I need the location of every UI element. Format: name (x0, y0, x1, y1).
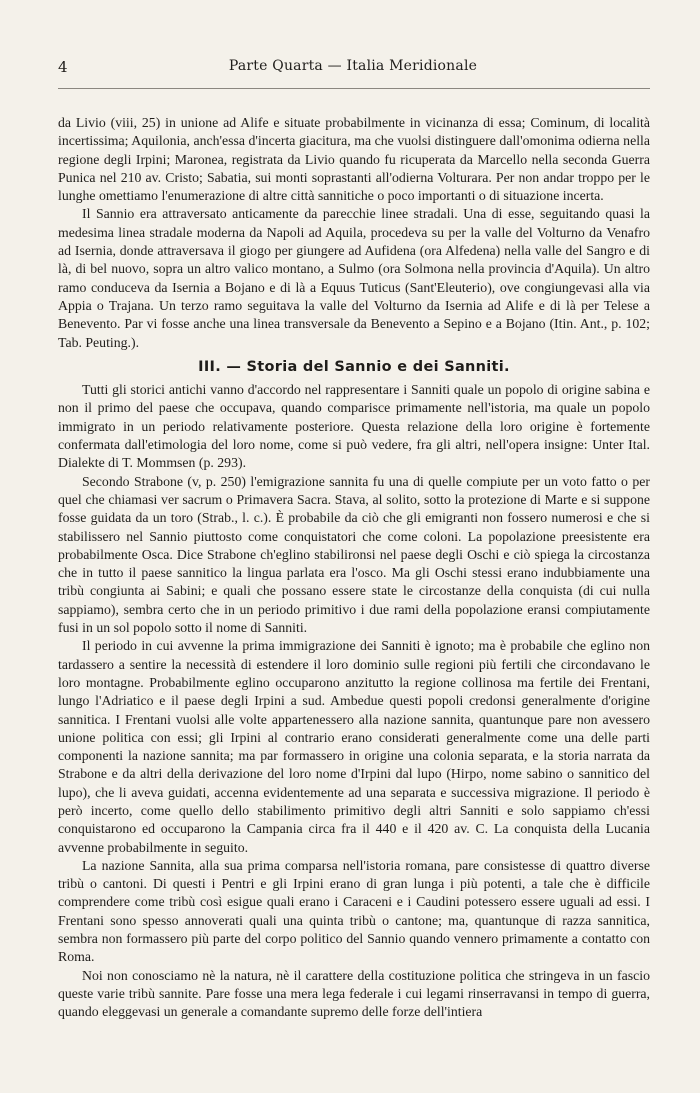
page-header (58, 58, 648, 80)
paragraph: Il periodo in cui avvenne la prima immigrazione dei Sanniti è ignoto; ma è probabile che eglino non tardassero a sentire la necessità di estendere il loro dominio sulle regioni più fertili che circondavano le loro montagne. Probabilmente eglino occuparono anzitutto la regione collinosa ma fertile dei Frentani, lungo l'Adriatico e il paese degli Irpini a sud. Ambedue questi popoli credonsi generalmente d'origine sannitica. I Frentani vuolsi alle volte appartenessero alla nazione sannita, quantunque pare non avessero unione politica con essi; gli Irpini al contrario erano considerati generalmente come una delle parti componenti la nazione sannita; ma par formassero in origine una colonia separata, e la storia narrata da Strabone e da altri della derivazione del loro nome d'Irpini dal lupo (Hirpo, nome sabino o sannitico del lupo), che li aveva guidati, accenna evidentemente ad una separata e successiva migrazione. Il periodo è però incerto, come quello dello stabilimento primitivo degli altri Sanniti e solo sappiamo ch'essi conquistarono ed occuparono la Campania circa fra il 440 e il 420 av. C. La conquista della Lucania avvenne probabilmente in seguito. (58, 638, 650, 855)
paragraph: La nazione Sannita, alla sua prima comparsa nell'istoria romana, pare consistesse di quattro diverse tribù o cantoni. Di questi i Pentri e gli Irpini erano di gran lunga i più potenti, a tale che è difficile comprendere come tribù così esigue quali erano i Caraceni e i Caudini potessero essere uguali ad essi. I Frentani sono spesso annoverati quali una quinta tribù o cantone; ma, quantunque di razza sannitica, sembra non formassero più parte del corpo politico del Sannio quando vennero primamente a contatto con Roma. (58, 857, 650, 965)
header-rule (58, 88, 650, 89)
page-number: 4 (58, 58, 68, 76)
body-text (58, 114, 650, 1022)
paragraph: Il Sannio era attraversato anticamente da parecchie linee stradali. Una di esse, seguitando quasi la medesima linea stradale moderna da Napoli ad Aquila, procedeva su per la valle del Volturno da Venafro ad Isernia, donde attraversava il giogo per giungere ad Aufidena (ora Alfedena) nella valle del Sangro e di là, di bel nuovo, sopra un altro valico montano, a Sulmo (ora Solmona nella provincia d'Aquila). Un altro ramo conduceva da Isernia a Bojano e di là a Equus Tuticus (Sant'Eleuterio), ove congiungevasi alla via Appia o Trajana. Un terzo ramo seguitava la valle del Volturno da Isernia ad Alife e di là per Telese a Benevento. Par vi fosse anche una linea transversale da Benevento a Sepino e a Bojano (Itin. Ant., p. 102; Tab. Peuting.). (58, 206, 650, 350)
paragraph: Tutti gli storici antichi vanno d'accordo nel rappresentare i Sanniti quale un popolo di origine sabina e non il primo del paese che occupava, quando comparisce primamente nell'istoria, ma quale un popolo immigrato in un periodo relativamente posteriore. Questa relazione della loro origine è fortemente confermata dall'etimologia del loro nome, come si può vedere, fra gli altri, nell'opera insigne: Unter Ital. Dialekte di T. Mommsen (p. 293). (58, 382, 650, 471)
section-title: III. — Storia del Sannio e dei Sanniti. (198, 358, 510, 375)
paragraph: Secondo Strabone (v, p. 250) l'emigrazione sannita fu una di quelle compiute per un voto fatto o per quel che chiamasi ver sacrum o Primavera Sacra. Stava, al solito, sotto la protezione di Marte e si suppone fosse guidata da un toro (Strab., l. c.). È probabile da ciò che gli emigranti non fossero numerosi e che si stabilissero nel Sannio piuttosto come conquistatori che come coloni. La popolazione preesistente era probabilmente Osca. Dice Strabone ch'eglino stabilironsi nel paese degli Oschi e ciò spiega la circostanza che in tutto il paese sannitico la lingua parlata era l'osco. Ma gli Oschi stessi erano indubbiamente una tribù congiunta ai Sabini; e quali che possano essere state le circostanze della conquista (di cui nulla sappiamo), sembra certo che in un periodo primitivo i due rami della popolazione eransi compiutamente fusi in un sol popolo sotto il nome di Sanniti. (58, 473, 650, 636)
paragraph: Noi non conosciamo nè la natura, nè il carattere della costituzione politica che stringeva in un fascio queste varie tribù sannite. Pare fosse una mera lega federale i cui legami rinserravansi in tempo di guerra, quando eleggevasi un generale a comandante supremo delle forze dell'intiera (58, 967, 650, 1020)
running-head: Parte Quarta — Italia Meridionale (228, 58, 478, 74)
paragraph: da Livio (viii, 25) in unione ad Alife e situate probabilmente in vicinanza di essa; Cominum, di località incertissima; Aquilonia, anch'essa d'incerta giacitura, ma che vuolsi distinguere dall'omonima odierna nella regione degli Irpini; Maronea, registrata da Livio quando fu ricuperata da Marcello nella seconda Guerra Punica nel 210 av. Cristo; Sabatia, sui monti soprastanti all'odierna Volturara. Per non andar troppo per le lunghe omettiamo l'enumerazione di altre città sannitiche o poco importanti o di situazione incerta. (58, 115, 650, 204)
